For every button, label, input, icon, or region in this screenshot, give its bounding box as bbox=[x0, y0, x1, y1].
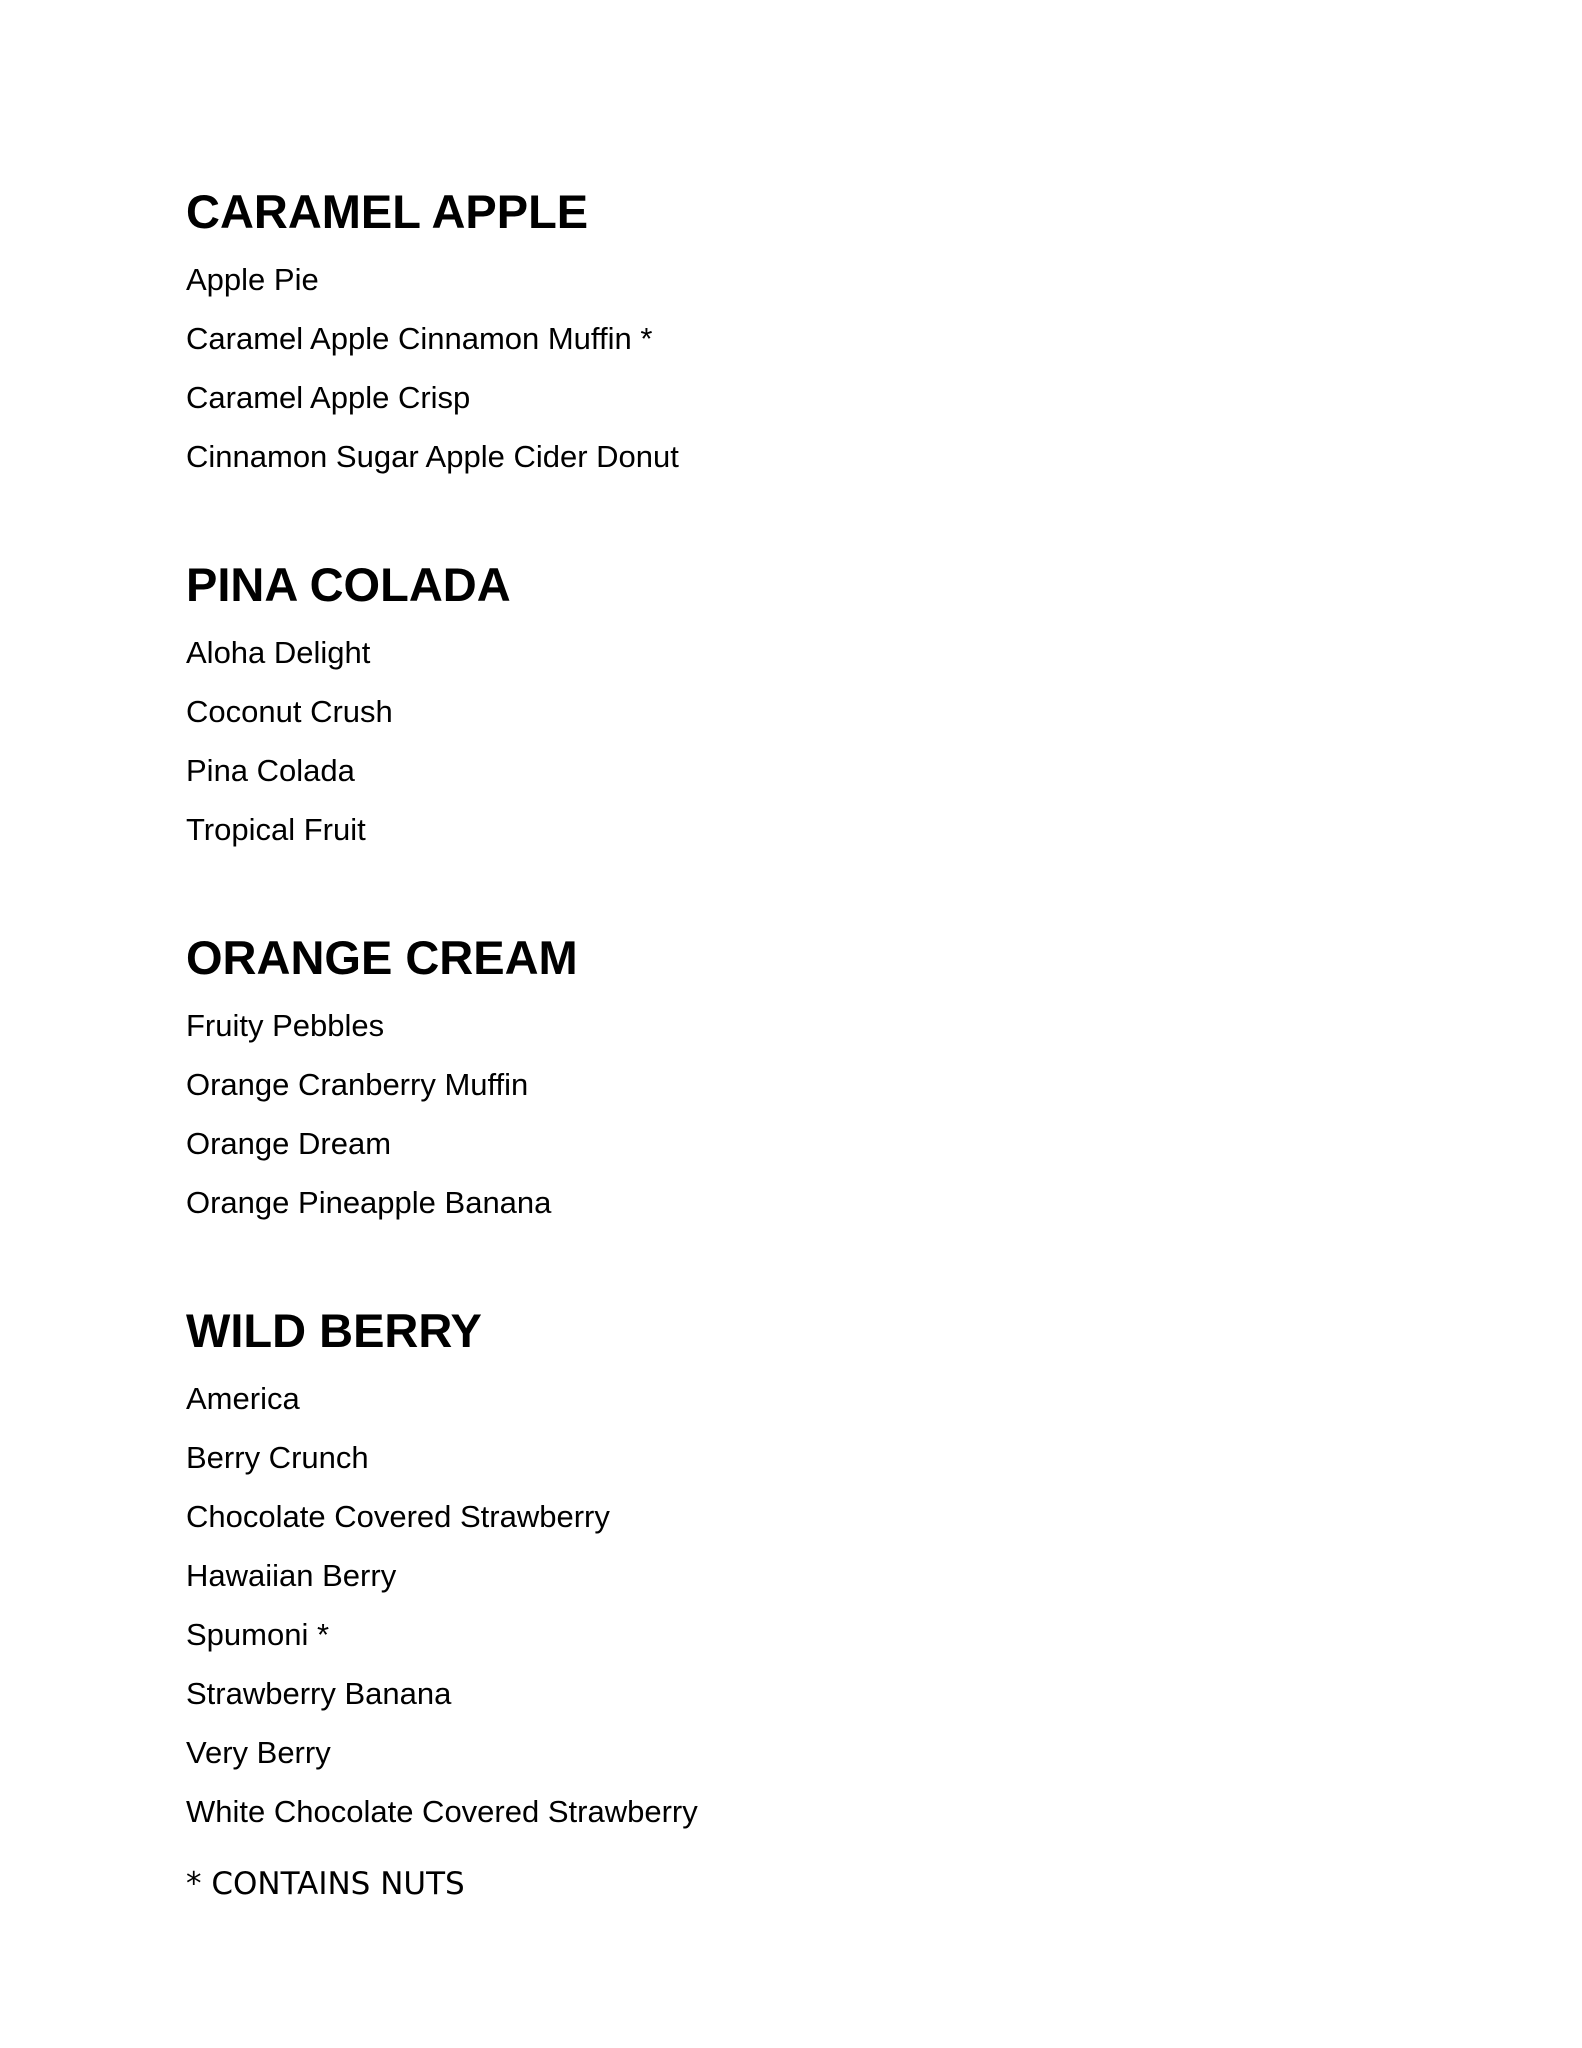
flavor-list bbox=[186, 623, 1286, 859]
section-title: ORANGE CREAM bbox=[186, 931, 578, 984]
section-wild-berry bbox=[186, 1303, 1286, 1841]
section-title: CARAMEL APPLE bbox=[186, 185, 589, 238]
list-item: Caramel Apple Cinnamon Muffin * bbox=[186, 321, 653, 356]
nuts-footnote: * CONTAINS NUTS bbox=[186, 1866, 465, 1902]
section-pina-colada bbox=[186, 557, 1286, 859]
flavor-list bbox=[186, 1369, 1286, 1841]
list-item: Orange Pineapple Banana bbox=[186, 1185, 552, 1220]
list-item: America bbox=[186, 1381, 300, 1416]
list-item: Caramel Apple Crisp bbox=[186, 380, 471, 415]
list-item: Very Berry bbox=[186, 1735, 331, 1770]
list-item: Spumoni * bbox=[186, 1617, 330, 1652]
list-item: Cinnamon Sugar Apple Cider Donut bbox=[186, 439, 679, 474]
section-orange-cream bbox=[186, 930, 1286, 1232]
flavor-list bbox=[186, 250, 1286, 486]
list-item: Chocolate Covered Strawberry bbox=[186, 1499, 610, 1534]
list-item: Pina Colada bbox=[186, 753, 355, 788]
list-item: Orange Cranberry Muffin bbox=[186, 1067, 529, 1102]
flavor-list bbox=[186, 996, 1286, 1232]
section-caramel-apple bbox=[186, 184, 1286, 486]
list-item: Strawberry Banana bbox=[186, 1676, 452, 1711]
list-item: Orange Dream bbox=[186, 1126, 392, 1161]
list-item: Fruity Pebbles bbox=[186, 1008, 385, 1043]
list-item: Aloha Delight bbox=[186, 635, 371, 670]
section-title: PINA COLADA bbox=[186, 558, 511, 611]
section-title: WILD BERRY bbox=[186, 1304, 482, 1357]
list-item: Hawaiian Berry bbox=[186, 1558, 397, 1593]
list-item: Apple Pie bbox=[186, 262, 319, 297]
list-item: Tropical Fruit bbox=[186, 812, 366, 847]
list-item: White Chocolate Covered Strawberry bbox=[186, 1794, 698, 1829]
list-item: Berry Crunch bbox=[186, 1440, 369, 1475]
list-item: Coconut Crush bbox=[186, 694, 393, 729]
